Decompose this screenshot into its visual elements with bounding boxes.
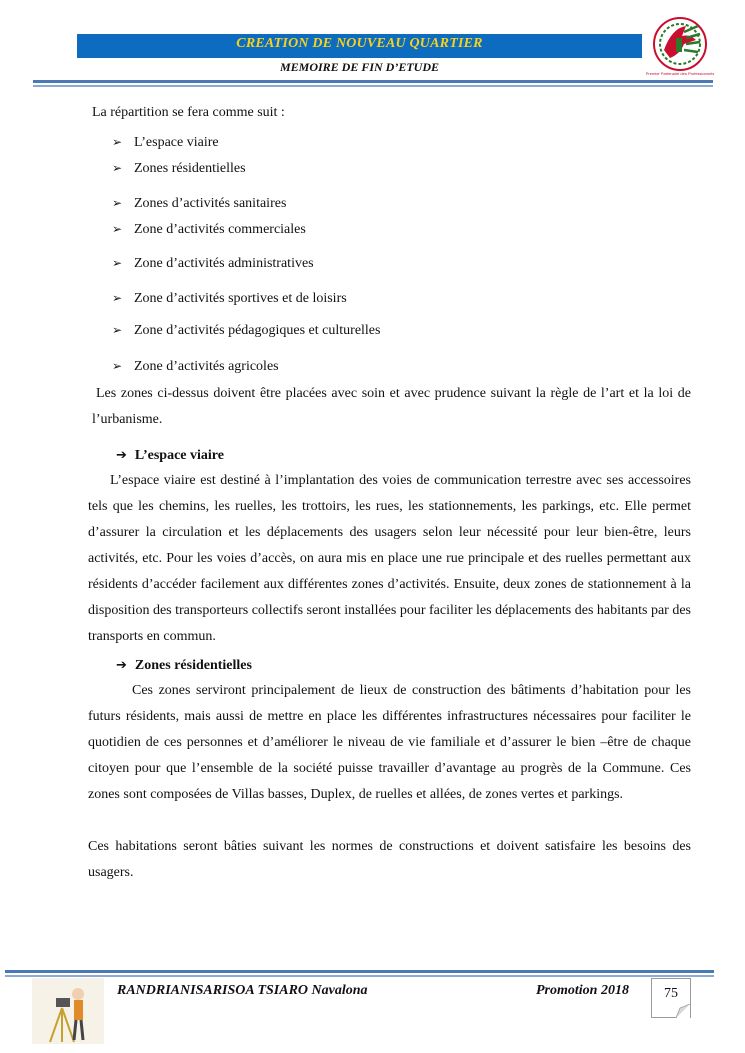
right-arrow-icon: ➔ <box>116 448 127 463</box>
footer-promotion: Promotion 2018 <box>536 983 629 998</box>
intro-text: La répartition se fera comme suit : <box>92 105 285 120</box>
arrow-bullet-icon: ➢ <box>112 222 123 236</box>
section-zones-residentielles-body: Ces zones serviront principalement de lieux de construction des bâtiments d’habitation pour les futurs résidents, mais aussi de mettre en place les différentes infrastructures nécessaires pour faciliter le quotidien de ces personnes et d’améliorer le niveau de vie familiale et d’assurer le bien –être de chaque citoyen pour que l’ensemble de la société puisse travailler d’avantage au progrès de la Commune. Ces zones sont composées de Villas basses, Duplex, de ruelles et allées, de zones vertes et parkings. <box>88 683 691 802</box>
section-zones-residentielles-body-2: Ces habitations seront bâties suivant les normes de constructions et doivent satisfaire les besoins des usagers. <box>88 839 691 880</box>
section-heading-zones-residentielles: ➔ Zones résidentielles <box>116 658 252 673</box>
section-heading-espace-viaire: ➔ L’espace viaire <box>116 448 224 463</box>
page-curl-icon <box>676 1004 690 1018</box>
list-item: ➢ Zone d’activités pédagogiques et culturelles <box>112 323 381 338</box>
list-item: ➢ Zone d’activités commerciales <box>112 222 306 237</box>
list-item: ➢ Zone d’activités sportives et de loisirs <box>112 291 347 306</box>
list-item: ➢ Zones d’activités sanitaires <box>112 196 287 211</box>
header-divider <box>33 80 713 83</box>
arrow-bullet-icon: ➢ <box>112 359 123 373</box>
footer-divider-thin <box>5 975 714 977</box>
document-title: CREATION DE NOUVEAU QUARTIER <box>236 36 483 51</box>
arrow-bullet-icon: ➢ <box>112 323 123 337</box>
section-espace-viaire-body: L’espace viaire est destiné à l’implantation des voies de communication terrestre avec ses accessoires tels que les chemins, les ruelles, les trottoirs, les rues, les stationnements, les parkings, etc. Elle permet d’assurer la circulation et les déplacements des usagers selon leur nécessité pour leur bien-être, leurs activités, etc. Pour les voies d’accès, on aura mis en place une rue principale et des ruelles permettant aux résidents d’accéder facilement aux différentes zones d’activités. Ensuite, deux zones de stationnement à la disposition des transporteurs collectifs seront installées pour faciliter les déplacements des habitants par des transports en commun. <box>88 473 691 644</box>
list-item: ➢ Zone d’activités agricoles <box>112 359 279 374</box>
surveyor-icon <box>32 978 104 1044</box>
header-divider-thin <box>33 85 713 87</box>
footer-author: RANDRIANISARISOA TSIARO Navalona <box>117 983 368 998</box>
arrow-bullet-icon: ➢ <box>112 135 123 149</box>
arrow-bullet-icon: ➢ <box>112 161 123 175</box>
right-arrow-icon: ➔ <box>116 658 127 673</box>
svg-text:Premier Partenaire des Profess: Premier Partenaire des Professionnels <box>645 71 715 76</box>
document-subtitle: MEMOIRE DE FIN D’ETUDE <box>279 60 440 74</box>
footer-divider <box>5 970 714 973</box>
arrow-bullet-icon: ➢ <box>112 196 123 210</box>
institution-logo-icon <box>640 14 720 78</box>
list-item: ➢ Zones résidentielles <box>112 161 246 176</box>
list-item: ➢ Zone d’activités administratives <box>112 256 314 271</box>
page-number: 75 <box>651 978 691 1018</box>
arrow-bullet-icon: ➢ <box>112 291 123 305</box>
arrow-bullet-icon: ➢ <box>112 256 123 270</box>
zones-note-paragraph: Les zones ci-dessus doivent être placées avec soin et avec prudence suivant la règle de l’art et la loi de l’urbanisme. <box>92 386 691 427</box>
list-item: ➢ L’espace viaire <box>112 135 219 150</box>
